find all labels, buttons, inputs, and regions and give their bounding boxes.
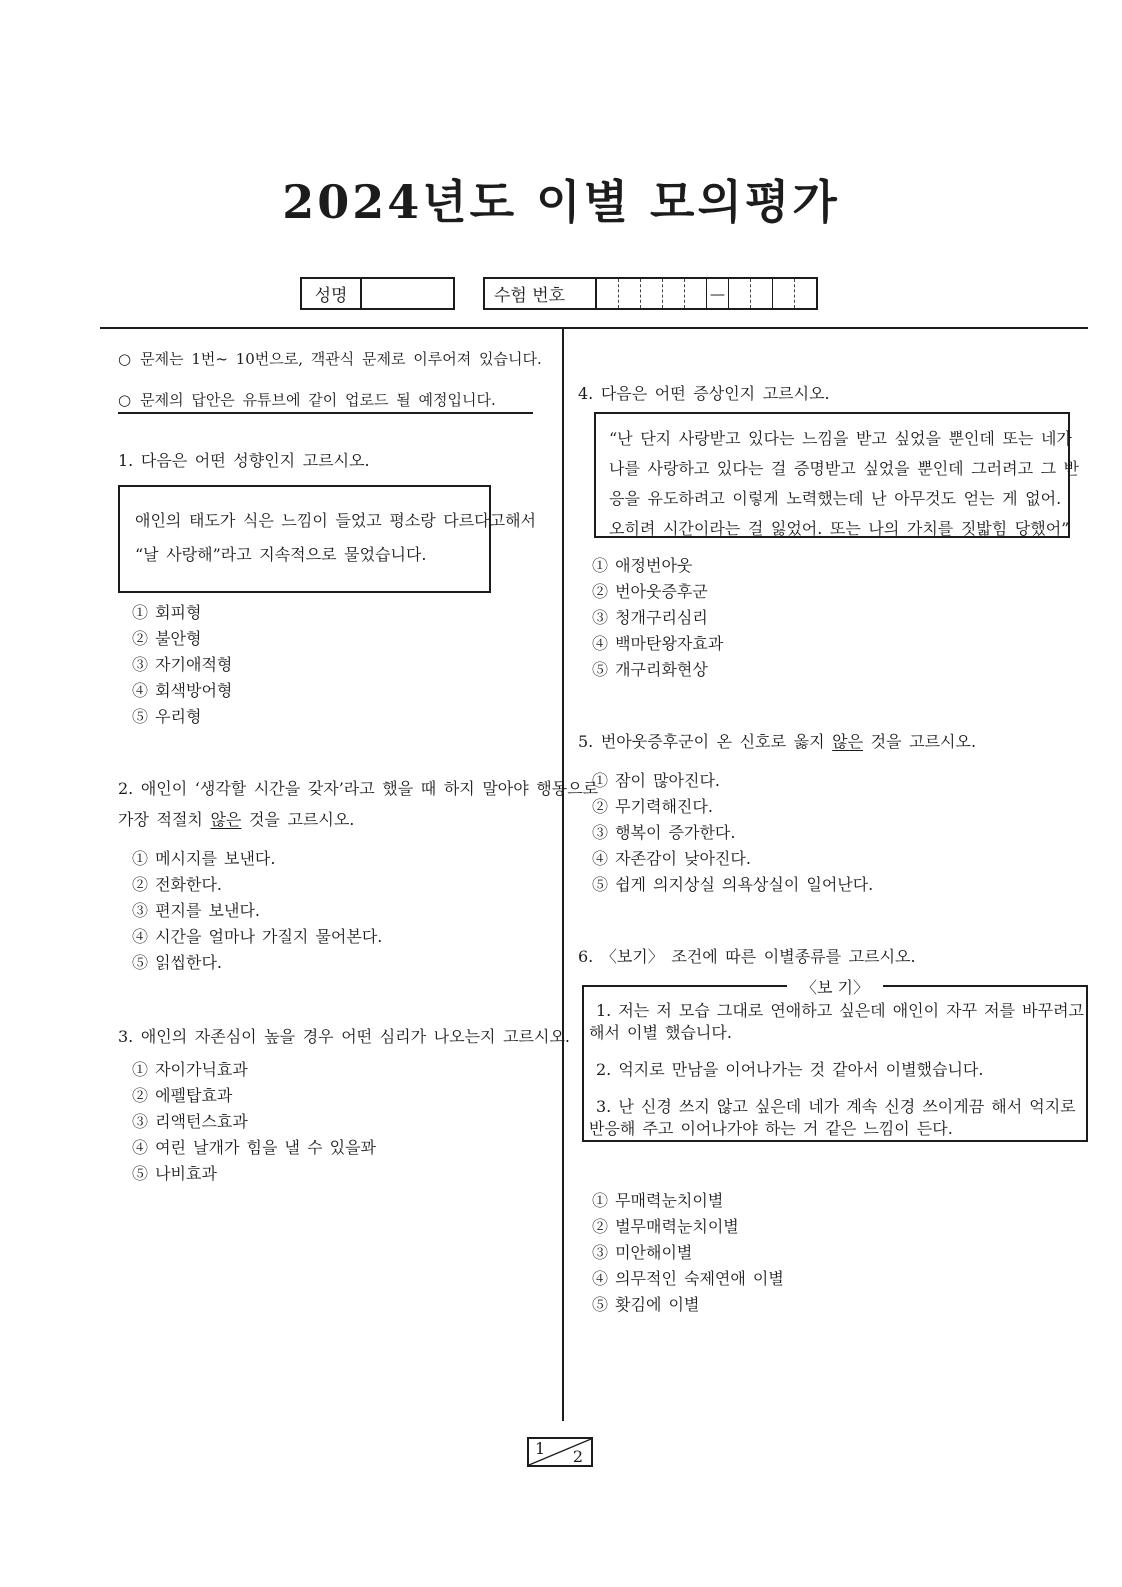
question-4-title: 4. 다음은 어떤 증상인지 고르시오. <box>578 384 830 403</box>
example-item-line: 1. 저는 저 모습 그대로 연애하고 싶은데 애인이 자꾸 저를 바꾸려고 <box>596 1001 1084 1020</box>
answer-option: ④ 자존감이 낮아진다. <box>592 849 751 868</box>
answer-option: ⑤ 쉽게 의지상실 의욕상실이 일어난다. <box>592 875 874 894</box>
question-1-options <box>118 600 232 730</box>
answer-option: ④ 시간을 얼마나 가질지 물어본다. <box>132 927 383 946</box>
exam-number-digit-cell[interactable] <box>684 279 706 308</box>
current-page-number: 1 <box>535 1439 546 1458</box>
exam-number-dash-cell: — <box>706 279 728 308</box>
answer-option: ② 무기력해진다. <box>592 797 713 816</box>
question-1-passage-box <box>118 485 537 593</box>
answer-option: ① 잠이 많아진다. <box>592 771 720 790</box>
exam-number-digit-cell[interactable] <box>772 279 794 308</box>
exam-number-digit-cell[interactable] <box>794 279 816 308</box>
question-4-options <box>578 553 723 683</box>
answer-option: ③ 편지를 보낸다. <box>132 901 260 920</box>
answer-option: ⑤ 개구리화현상 <box>592 660 708 679</box>
answer-option: ③ 자기애적형 <box>132 655 233 674</box>
answer-option: ⑤ 나비효과 <box>132 1164 217 1183</box>
total-page-number: 2 <box>572 1447 583 1466</box>
exam-number-box <box>483 277 818 310</box>
left-column <box>118 335 599 1445</box>
answer-option: ③ 리액턴스효과 <box>132 1112 248 1131</box>
question-2-options <box>118 846 382 976</box>
exam-number-digit-cell[interactable] <box>750 279 772 308</box>
exam-number-label: 수험 번호 <box>485 279 597 308</box>
answer-option: ③ 청개구리심리 <box>592 608 708 627</box>
answer-option: ① 회피형 <box>132 603 202 622</box>
answer-option: ① 무매력눈치이별 <box>592 1191 724 1210</box>
underlined-word: 않은 <box>210 810 242 829</box>
example-item-line: 3. 난 신경 쓰지 않고 싶은데 네가 계속 신경 쓰이게끔 해서 억지로 <box>596 1097 1076 1116</box>
answer-option: ③ 미안해이별 <box>592 1243 693 1262</box>
question-3-options <box>118 1057 376 1187</box>
instruction-divider-rule <box>118 412 533 414</box>
answer-option: ④ 여린 날개가 힘을 낼 수 있을꽈 <box>132 1138 376 1157</box>
circle-bullet-icon: ○ <box>118 391 132 409</box>
name-field-box <box>300 277 455 310</box>
circle-bullet-icon: ○ <box>118 350 132 368</box>
answer-option: ③ 행복이 증가한다. <box>592 823 736 842</box>
instruction-line-1 <box>118 348 542 369</box>
question-6-title: 6. 〈보기〉 조건에 따른 이별종류를 고르시오. <box>578 947 916 966</box>
answer-option: ⑤ 읽씹한다. <box>132 953 222 972</box>
question-5-title: 5. 번아웃증후군이 온 신호로 옳지 않은 것을 고르시오. <box>578 732 977 751</box>
exam-number-digit-cell[interactable] <box>728 279 750 308</box>
answer-option: ① 자이가닉효과 <box>132 1060 248 1079</box>
answer-option: ② 전화한다. <box>132 875 222 894</box>
passage-line: “난 단지 사랑받고 있다는 느낌을 받고 싶었을 뿐인데 또는 네가 <box>609 429 1072 448</box>
question-1-title: 1. 다음은 어떤 성향인지 고르시오. <box>118 451 370 470</box>
answer-option: ① 애정번아웃 <box>592 556 693 575</box>
answer-option: ① 메시지를 보낸다. <box>132 849 276 868</box>
passage-line: “날 사랑해”라고 지속적으로 물었습니다. <box>135 545 427 564</box>
example-item-line: 해서 이별 했습니다. <box>589 1023 732 1042</box>
answer-option: ⑤ 홧김에 이별 <box>592 1295 700 1314</box>
question-4-passage-box <box>594 412 1080 538</box>
example-box-label: 〈보 기〉 <box>787 975 883 998</box>
question-6-example-box <box>582 978 1088 1142</box>
header-divider-rule <box>100 327 1088 329</box>
question-2-title <box>118 773 598 835</box>
underlined-word: 않은 <box>832 732 864 751</box>
answer-option: ② 불안형 <box>132 629 202 648</box>
answer-option: ② 에펠탑효과 <box>132 1086 233 1105</box>
passage-line: 오히려 시간이라는 걸 잃었어. 또는 나의 가치를 짓밟힘 당했어” <box>609 519 1070 538</box>
column-divider-rule <box>562 329 564 1421</box>
passage-line: 애인의 태도가 식은 느낌이 들었고 평소랑 다르다고해서 <box>135 511 537 530</box>
name-label: 성명 <box>302 279 362 308</box>
answer-option: ② 벌무매력눈치이별 <box>592 1217 739 1236</box>
answer-option: ② 번아웃증후군 <box>592 582 708 601</box>
instruction-text: 문제의 답안은 유튜브에 같이 업로드 될 예정입니다. <box>140 391 496 409</box>
exam-number-digit-cell[interactable] <box>662 279 684 308</box>
instruction-line-2 <box>118 389 496 410</box>
passage-line: 응을 유도하려고 이렇게 노력했는데 난 아무것도 얻는 게 없어. <box>609 489 1062 508</box>
passage-line: 나를 사랑하고 있다는 걸 증명받고 싶었을 뿐인데 그러려고 그 반 <box>609 459 1080 478</box>
question-5-options <box>578 768 873 898</box>
question-6-options <box>578 1188 784 1318</box>
question-3-title: 3. 애인의 자존심이 높을 경우 어떤 심리가 나오는지 고르시오. <box>118 1027 570 1046</box>
answer-option: ④ 의무적인 숙제연애 이별 <box>592 1269 784 1288</box>
question-2-title-line-2: 가장 적절치 않은 것을 고르시오. <box>118 810 355 829</box>
page-title: 2024년도 이별 모의평가 <box>282 175 840 229</box>
instruction-text: 문제는 1번~ 10번으로, 객관식 문제로 이루어져 있습니다. <box>140 350 542 368</box>
exam-number-digit-cell[interactable] <box>640 279 662 308</box>
answer-option: ④ 회색방어형 <box>132 681 233 700</box>
name-input-cell[interactable] <box>362 279 453 308</box>
exam-number-digit-cell[interactable] <box>618 279 640 308</box>
page-number-box <box>527 1437 593 1467</box>
question-2-title-line-1: 2. 애인이 ‘생각할 시간을 갖자’라고 했을 때 하지 말아야 행동으로 <box>118 779 599 798</box>
example-item-line: 2. 억지로 만남을 이어나가는 것 같아서 이별했습니다. <box>596 1060 984 1079</box>
example-item-line: 반응해 주고 이어나가야 하는 거 같은 느낌이 든다. <box>589 1119 953 1138</box>
exam-number-digit-cell[interactable] <box>597 279 618 308</box>
answer-option: ⑤ 우리형 <box>132 707 202 726</box>
right-column <box>578 360 1090 1430</box>
answer-option: ④ 백마탄왕자효과 <box>592 634 724 653</box>
